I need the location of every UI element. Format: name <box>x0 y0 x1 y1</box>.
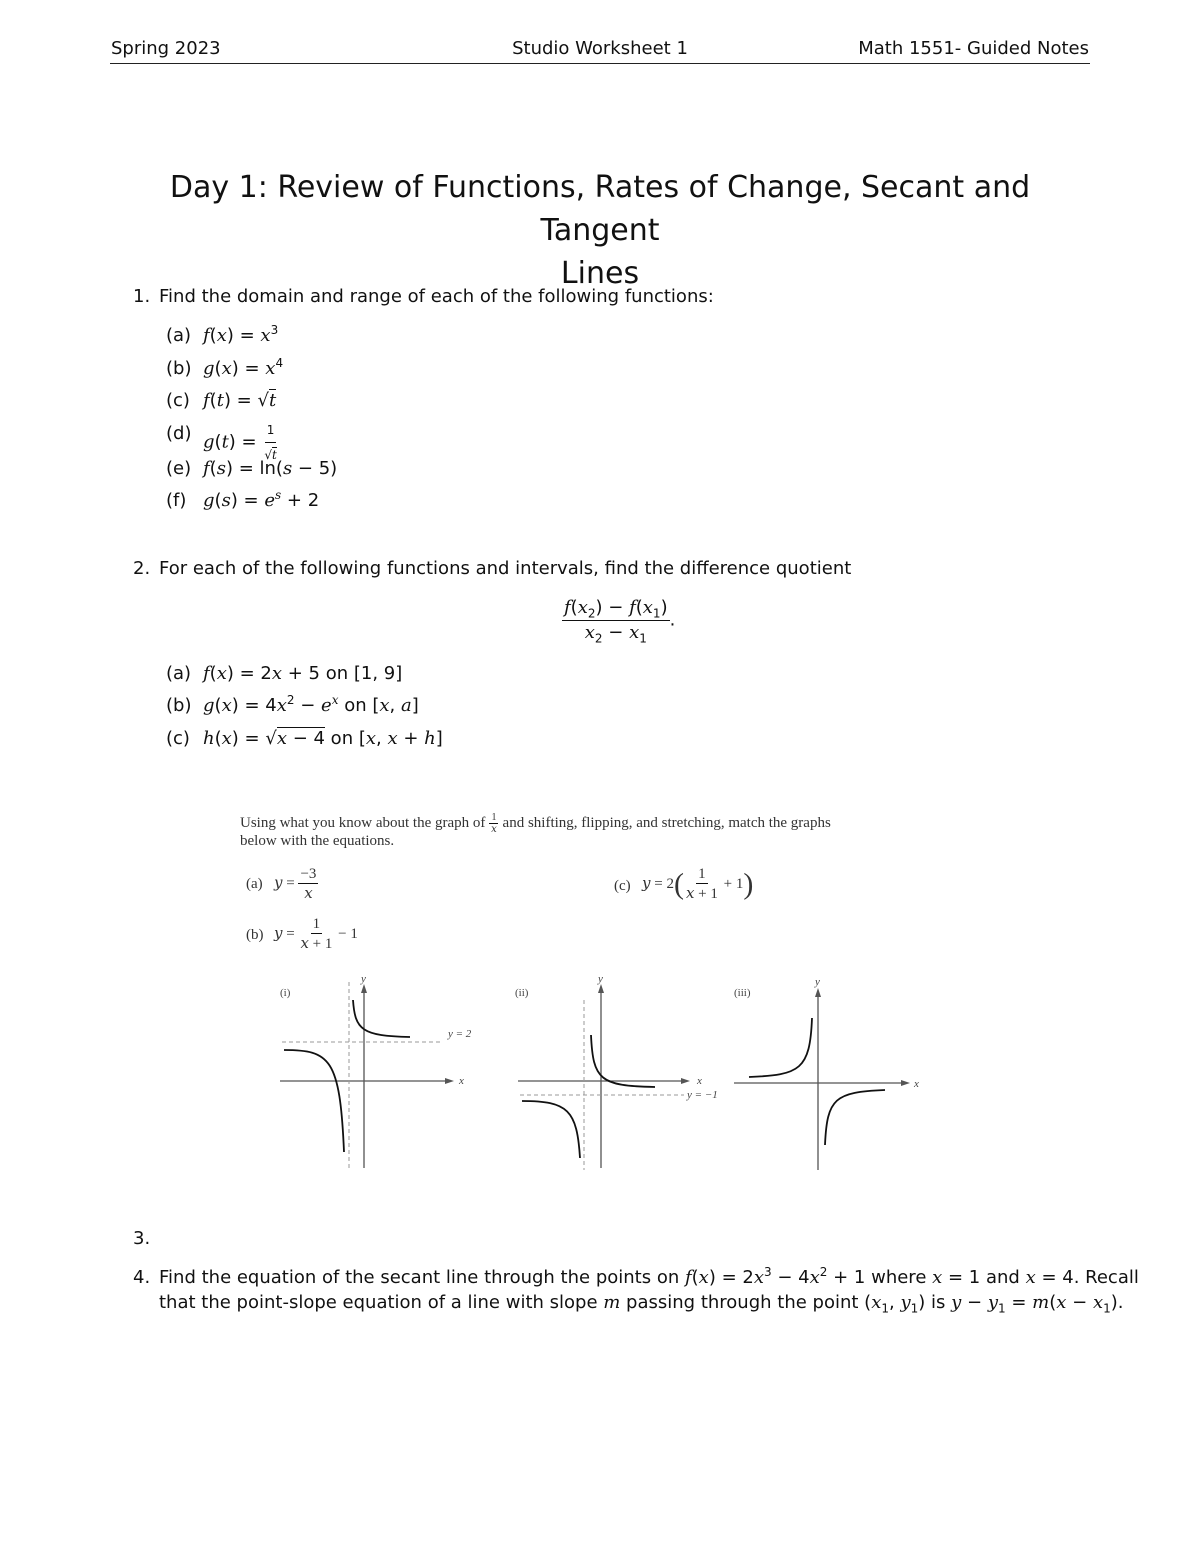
header-worksheet-title: Studio Worksheet 1 <box>512 38 688 59</box>
q1c-expr: f(t) = √t <box>203 390 277 411</box>
graph-iii-y-axis: y <box>815 976 820 988</box>
q1-number: 1. <box>133 286 151 307</box>
q1e-expr: f(s) = ln(s − 5) <box>203 458 338 479</box>
graph-i-asymptote: y = 2 <box>448 1028 472 1040</box>
q4-line-2: that the point-slope equation of a line with slope m passing through the point ($x_1$, $y_1$) is $y - y_1 = m(x - x_1)$. <box>159 1292 1124 1316</box>
graph-i <box>280 973 472 1170</box>
q1f-expr: $g(s) = e^s + 2$ <box>203 488 320 511</box>
q1d-label: (d) <box>166 423 192 444</box>
q2-text: For each of the following functions and intervals, find the difference quotient <box>159 558 852 579</box>
header-semester: Spring 2023 <box>111 38 221 59</box>
q1c-label: (c) <box>166 390 190 411</box>
header-course: Math 1551- Guided Notes <box>858 38 1089 59</box>
q1-text: Find the domain and range of each of the following functions: <box>159 286 714 307</box>
graph-iii <box>734 976 919 1170</box>
graph-i-x-axis: x <box>459 1075 464 1087</box>
difference-quotient: $\frac{f(x_2) - f(x_1)}{x_2 - x_1}$ . <box>564 597 676 646</box>
q2a-expr: f(x) = 2x + 5 on [1, 9] <box>203 663 403 684</box>
q1f-label: (f) <box>166 490 187 511</box>
q2-number: 2. <box>133 558 151 579</box>
title-line-2: Lines <box>560 256 640 291</box>
eq-c: y = 2( $\frac{1}{x + 1}$ + 1) <box>642 866 754 902</box>
q2b-expr: $g(x) = 4x^2 - e^x$ on [x, a] <box>203 693 419 716</box>
title-line-1: Day 1: Review of Functions, Rates of Change, Secant and Tangent <box>169 170 1031 248</box>
graph-iii-label: (iii) <box>734 987 751 999</box>
eq-c-label: (c) <box>614 878 631 894</box>
eq-b-label: (b) <box>246 927 264 943</box>
graph-i-y-axis: y <box>361 973 366 985</box>
q2c-label: (c) <box>166 728 190 749</box>
q4-number: 4. <box>133 1267 151 1288</box>
eq-a-label: (a) <box>246 876 263 892</box>
q1e-label: (e) <box>166 458 192 479</box>
q4-line-1: Find the equation of the secant line through the points on $f(x) = 2x^3 - 4x^2 + 1$ where x = 1 and x = 4. Recall <box>159 1265 1139 1288</box>
eq-b: y = $\frac{1}{x + 1}$ − 1 <box>274 916 358 952</box>
graph-ii <box>515 973 718 1170</box>
graph-i-label: (i) <box>280 987 291 999</box>
q3-number: 3. <box>133 1228 151 1249</box>
figure-intro-line-2: below with the equations. <box>240 833 395 849</box>
q2c-expr: h(x) = √x − 4 on [x, x + h] <box>203 728 443 749</box>
graph-ii-asymptote: y = −1 <box>687 1089 718 1101</box>
graph-ii-x-axis: x <box>697 1075 702 1087</box>
q1a-label: (a) <box>166 325 192 346</box>
q2a-label: (a) <box>166 663 192 684</box>
eq-a: y = $\frac{-3}{x}$ <box>274 866 317 902</box>
q2b-label: (b) <box>166 695 192 716</box>
graph-iii-x-axis: x <box>914 1078 919 1090</box>
q1b-expr: $g(x) = x^4$ <box>203 356 284 379</box>
figure-intro-line-1: Using what you know about the graph of $\frac{1}{x}$ and shifting, flipping, and stretching, match the graphs <box>240 812 831 835</box>
q1b-label: (b) <box>166 358 192 379</box>
q1a-expr: $f(x) = x^3$ <box>203 323 279 346</box>
graph-ii-y-axis: y <box>598 973 603 985</box>
graph-ii-label: (ii) <box>515 987 529 999</box>
q1d-expr: g(t) = $\frac{1}{√t}$ <box>203 418 279 467</box>
